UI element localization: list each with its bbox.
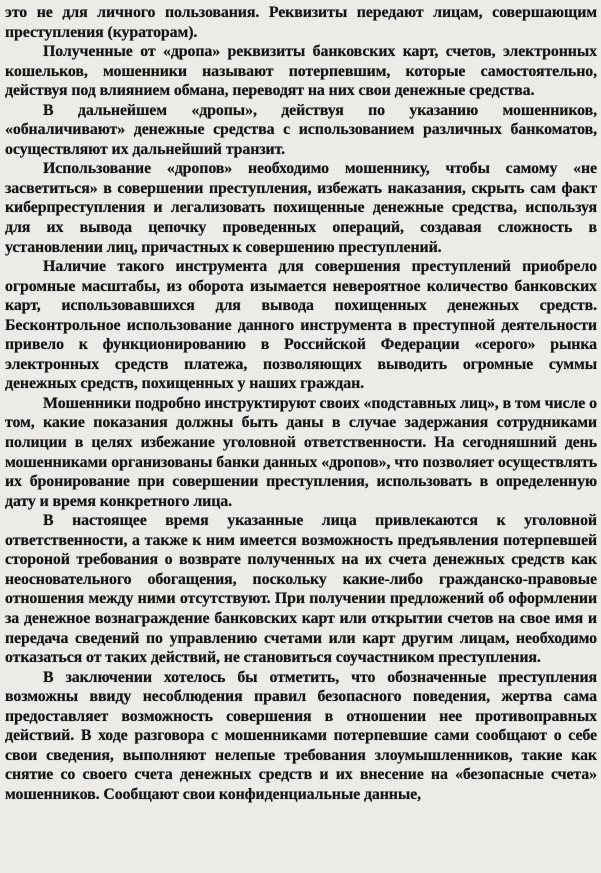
paragraph-6: Мошенники подробно инструктируют своих «подставных лиц», в том числе о том, какие показания должны быть даны в случае задержания сотрудниками полиции в целях избежание уголовной ответственности. На сегодняшний день мошенниками организованы банки данных «дропов», что позволяет осуществлять их бронирование при совершении преступления, использовать в определенную дату и время конкретного лица. — [5, 394, 597, 510]
paragraph-5: Наличие такого инструмента для совершения преступлений приобрело огромные масштабы, из оборота изымается невероятное количество банковских карт, использовавшихся для вывода похищенных денежных средств. Бесконтрольное использование данного инструмента в преступной деятельности привело к функционированию в Российской Федерации «серого» рынка электронных средств платежа, позволяющих выводить огромные суммы денежных средств, похищенных у наших граждан. — [5, 258, 597, 393]
paragraph-2: Полученные от «дропа» реквизиты банковских карт, счетов, электронных кошельков, мошенники называют потерпевшим, которые самостоятельно, действуя под влиянием обмана, переводят на них свои денежные средства. — [5, 43, 597, 100]
paragraph-8: В заключении хотелось бы отметить, что обозначенные преступления возможны ввиду несоблюдения правил безопасного поведения, жертва сама предоставляет возможность совершения в отношении нее противоправных действий. В ходе разговора с мошенниками потерпевшие сами сообщают о себе свои сведения, выполняют нелепые требования злоумышленников, такие как снятие со своего счета денежных средств и их внесение на «безопасные счета» мошенников. Сообщают свои конфиденциальные данные, — [5, 668, 597, 803]
paragraph-7: В настоящее время указанные лица привлекаются к уголовной ответственности, а также к ним имеется возможность предъявления потерпевшей стороной требования о возврате полученных на их счета денежных средств как неосновательного обогащения, поскольку какие-либо гражданско-правовые отношения между ними отсутствуют. При получении предложений об оформлении за денежное вознаграждение банковских карт или открытии счетов на свое имя и передача сведений по управлению счетами или карт другим лицам, необходимо отказаться от таких действий, не становиться соучастником преступления. — [5, 512, 597, 667]
paragraph-1: это не для личного пользования. Реквизиты передают лицам, совершающим преступления (кураторам). — [5, 4, 597, 41]
paragraph-3: В дальнейшем «дропы», действуя по указанию мошенников, «обналичивают» денежные средства с использованием различных банкоматов, осуществляют их дальнейший транзит. — [5, 101, 597, 158]
paragraph-4: Использование «дропов» необходимо мошеннику, чтобы самому «не засветиться» в совершении преступления, избежать наказания, скрыть сам факт киберпреступления и легализовать похищенные денежные средства, используя для их вывода цепочку проведенных операций, создавая сложность в установлении лиц, причастных к совершению преступлений. — [5, 160, 597, 256]
